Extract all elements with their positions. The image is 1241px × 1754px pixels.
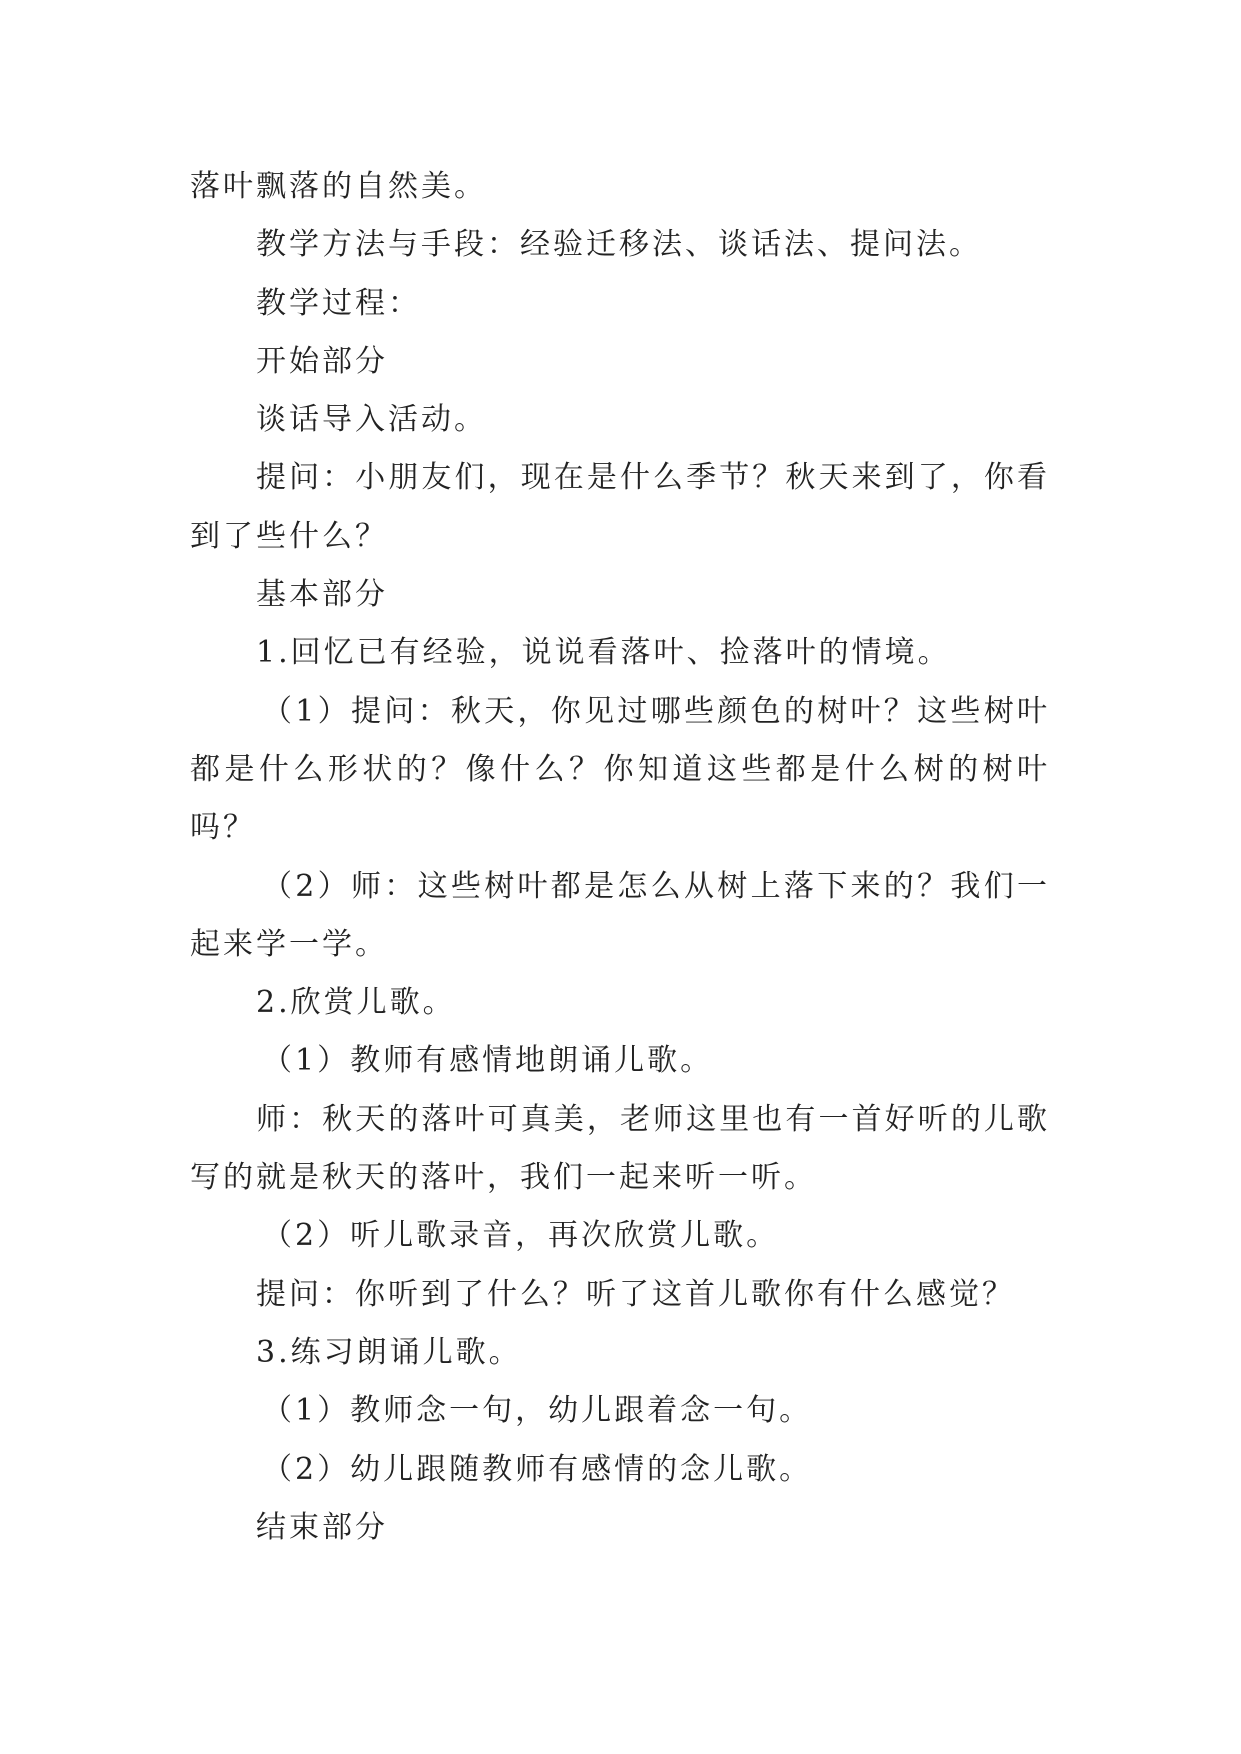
paragraph-question-feeling: 提问：你听到了什么？听了这首儿歌你有什么感觉？	[256, 1276, 1015, 1312]
paragraph-intro-continuation: 落叶飘落的自然美。	[190, 169, 487, 204]
paragraph-opening-section: 开始部分	[256, 343, 388, 379]
paragraph-basic-section: 基本部分	[256, 577, 388, 613]
paragraph-teaching-methods: 教学方法与手段：经验迁移法、谈话法、提问法。	[256, 227, 982, 263]
paragraph-step-1-sub-2: （2）师：这些树叶都是怎么从树上落下来的？我们一起来学一学。	[190, 868, 1050, 962]
paragraph-closing-section: 结束部分	[256, 1509, 388, 1545]
paragraph-step-3: 3.练习朗诵儿歌。	[256, 1334, 522, 1370]
paragraph-step-2: 2.欣赏儿歌。	[256, 985, 456, 1021]
paragraph-step-2-sub-1: （1）教师有感情地朗诵儿歌。	[262, 1043, 714, 1079]
paragraph-step-1: 1.回忆已有经验，说说看落叶、捡落叶的情境。	[256, 635, 951, 671]
paragraph-step-3-sub-2: （2）幼儿跟随教师有感情的念儿歌。	[262, 1451, 813, 1487]
document-body	[190, 158, 1050, 1557]
paragraph-conversation-intro: 谈话导入活动。	[256, 402, 487, 438]
paragraph-teacher-remark: 师：秋天的落叶可真美，老师这里也有一首好听的儿歌写的就是秋天的落叶，我们一起来听一听。	[190, 1101, 1050, 1196]
paragraph-step-3-sub-1: （1）教师念一句，幼儿跟着念一句。	[262, 1393, 813, 1429]
paragraph-question-season: 提问：小朋友们，现在是什么季节？秋天来到了，你看到了些什么？	[190, 460, 1050, 554]
paragraph-teaching-process-heading: 教学过程：	[256, 285, 421, 321]
paragraph-step-2-sub-2: （2）听儿歌录音，再次欣赏儿歌。	[262, 1218, 780, 1254]
paragraph-step-1-sub-1: （1）提问：秋天，你见过哪些颜色的树叶？这些树叶都是什么形状的？像什么？你知道这些都是什么树的树叶吗？	[190, 693, 1050, 846]
